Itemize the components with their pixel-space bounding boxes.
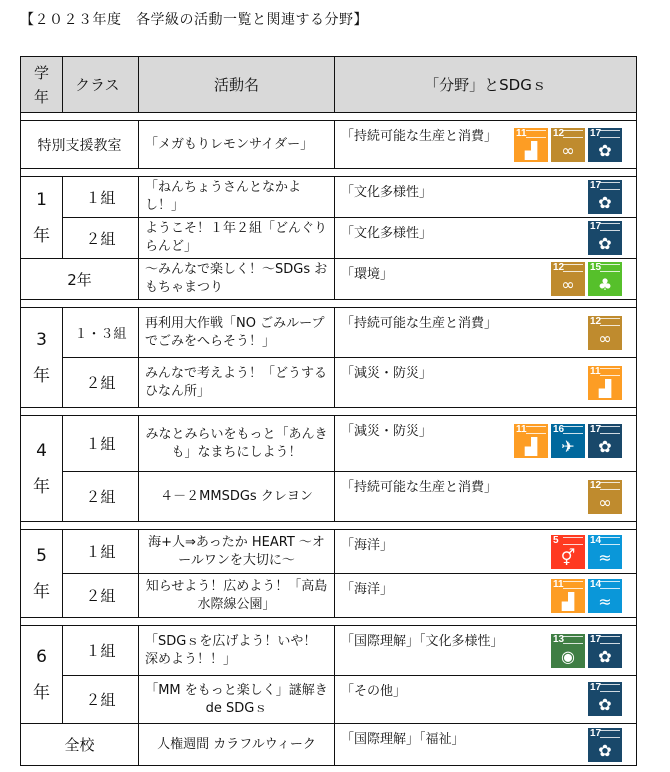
activity-name: 人権週間 カラフルウィーク xyxy=(139,724,335,766)
table-row xyxy=(21,574,637,618)
field-label: 「持続可能な生産と消費」 xyxy=(341,129,498,144)
row-class: １・３組 xyxy=(63,308,139,358)
sustainable-city-icon: 11 ▟ xyxy=(514,424,548,458)
sdg-icons xyxy=(588,180,622,214)
sdg-icons xyxy=(588,682,622,716)
row-class: １組 xyxy=(63,626,139,676)
infinity-icon: 12 ∞ xyxy=(588,480,622,514)
sdg-icons xyxy=(551,634,622,668)
table-row xyxy=(21,472,637,522)
partnership-flower-icon: 17 ✿ xyxy=(588,634,622,668)
activity-name: ～みんなで楽しく！～SDGs おもちゃまつり xyxy=(139,259,335,300)
field-label: 「減災・防災」 xyxy=(341,366,433,381)
activity-name: 知らせよう！広めよう！「高島水際線公園」 xyxy=(139,574,335,618)
row-class: １組 xyxy=(63,177,139,218)
row-class: ２組 xyxy=(63,358,139,408)
table-row xyxy=(21,626,637,676)
activity-name: みなとみらいをもっと「あんきも」なまちにしよう！ xyxy=(139,416,335,472)
row-class: ２組 xyxy=(63,218,139,259)
activity-name: 再利用大作戦「NO ごみループでごみをへらそう！」 xyxy=(139,308,335,358)
header-grade: 学 年 xyxy=(21,57,63,113)
sdg-icons xyxy=(514,128,622,162)
field-label: 「持続可能な生産と消費」 xyxy=(341,316,498,331)
activity-name: 「MM をもっと楽しく」謎解き de SDGｓ xyxy=(139,676,335,724)
sustainable-city-icon: 11 ▟ xyxy=(588,366,622,400)
row-class: ２組 xyxy=(63,574,139,618)
sdg-icons xyxy=(588,480,622,514)
field-cell xyxy=(335,177,637,218)
activity-name: 「SDGｓを広げよう！いや！深めよう！！」 xyxy=(139,626,335,676)
infinity-icon: 12 ∞ xyxy=(551,262,585,296)
field-cell xyxy=(335,416,637,472)
activity-name: 海+人⇒あったか HEART ～オールワンを大切に～ xyxy=(139,530,335,574)
fish-icon: 14 ≈ xyxy=(588,579,622,613)
table-row xyxy=(21,724,637,766)
field-label: 「文化多様性」 xyxy=(341,185,433,200)
row-grade: 1 年 xyxy=(21,177,63,259)
infinity-icon: 12 ∞ xyxy=(551,128,585,162)
fish-icon: 14 ≈ xyxy=(588,535,622,569)
field-cell xyxy=(335,574,637,618)
row-grade: 全校 xyxy=(21,724,139,766)
field-cell xyxy=(335,259,637,300)
field-cell xyxy=(335,308,637,358)
activity-name: 「ねんちょうさんとなかよし！」 xyxy=(139,177,335,218)
row-grade: 2年 xyxy=(21,259,139,300)
field-label: 「その他」 xyxy=(341,684,407,699)
activity-name: ４－２MMSDGs クレヨン xyxy=(139,472,335,522)
header-class: クラス xyxy=(63,57,139,113)
field-label: 「海洋」 xyxy=(341,582,394,597)
partnership-flower-icon: 17 ✿ xyxy=(588,728,622,762)
table-row xyxy=(21,358,637,408)
table-row xyxy=(21,308,637,358)
table-row xyxy=(21,121,637,169)
climate-eye-icon: 13 ◉ xyxy=(551,634,585,668)
field-cell xyxy=(335,218,637,259)
field-label: 「環境」 xyxy=(341,267,394,282)
table-row xyxy=(21,259,637,300)
partnership-flower-icon: 17 ✿ xyxy=(588,128,622,162)
table-row xyxy=(21,177,637,218)
activity-name: 「メガもりレモンサイダー」 xyxy=(139,121,335,169)
table-row xyxy=(21,416,637,472)
sdg-icons xyxy=(514,424,622,458)
row-grade: 5 年 xyxy=(21,530,63,618)
sdg-icons xyxy=(588,728,622,762)
table-row xyxy=(21,218,637,259)
dove-icon: 16 ✈ xyxy=(551,424,585,458)
table-row xyxy=(21,676,637,724)
field-label: 「国際理解」「福祉」 xyxy=(341,732,465,747)
field-label: 「持続可能な生産と消費」 xyxy=(341,480,498,495)
row-class: １組 xyxy=(63,530,139,574)
field-cell xyxy=(335,472,637,522)
sdg-icons xyxy=(588,316,622,350)
gender-equality-icon: 5 ⚥ xyxy=(551,535,585,569)
row-class: ２組 xyxy=(63,472,139,522)
row-grade: 4 年 xyxy=(21,416,63,522)
document-title: 【２０２３年度 各学級の活動一覧と関連する分野】 xyxy=(20,12,368,28)
table-row xyxy=(21,530,637,574)
sdg-icons xyxy=(551,579,622,613)
field-cell xyxy=(335,626,637,676)
activity-name: ようこそ！１年２組「どんぐりらんど」 xyxy=(139,218,335,259)
tree-icon: 15 ♣ xyxy=(588,262,622,296)
header-field: 「分野」とSDGｓ xyxy=(335,57,637,113)
partnership-flower-icon: 17 ✿ xyxy=(588,424,622,458)
infinity-icon: 12 ∞ xyxy=(588,316,622,350)
field-label: 「国際理解」「文化多様性」 xyxy=(341,634,504,649)
field-label: 「文化多様性」 xyxy=(341,226,433,241)
field-cell xyxy=(335,676,637,724)
sdg-icons xyxy=(551,262,622,296)
activity-name: みんなで考えよう！「どうするひなん所」 xyxy=(139,358,335,408)
field-cell xyxy=(335,358,637,408)
sustainable-city-icon: 11 ▟ xyxy=(551,579,585,613)
sustainable-city-icon: 11 ▟ xyxy=(514,128,548,162)
field-cell xyxy=(335,121,637,169)
row-grade: 3 年 xyxy=(21,308,63,408)
field-cell xyxy=(335,530,637,574)
partnership-flower-icon: 17 ✿ xyxy=(588,180,622,214)
partnership-flower-icon: 17 ✿ xyxy=(588,221,622,255)
activity-table xyxy=(20,56,637,766)
row-class: １組 xyxy=(63,416,139,472)
row-grade: 6 年 xyxy=(21,626,63,724)
sdg-icons xyxy=(588,221,622,255)
row-class: ２組 xyxy=(63,676,139,724)
field-label: 「海洋」 xyxy=(341,538,394,553)
partnership-flower-icon: 17 ✿ xyxy=(588,682,622,716)
sdg-icons xyxy=(588,366,622,400)
sdg-icons xyxy=(551,535,622,569)
field-label: 「減災・防災」 xyxy=(341,424,433,439)
header-activity: 活動名 xyxy=(139,57,335,113)
field-cell xyxy=(335,724,637,766)
row-grade: 特別支援教室 xyxy=(21,121,139,169)
